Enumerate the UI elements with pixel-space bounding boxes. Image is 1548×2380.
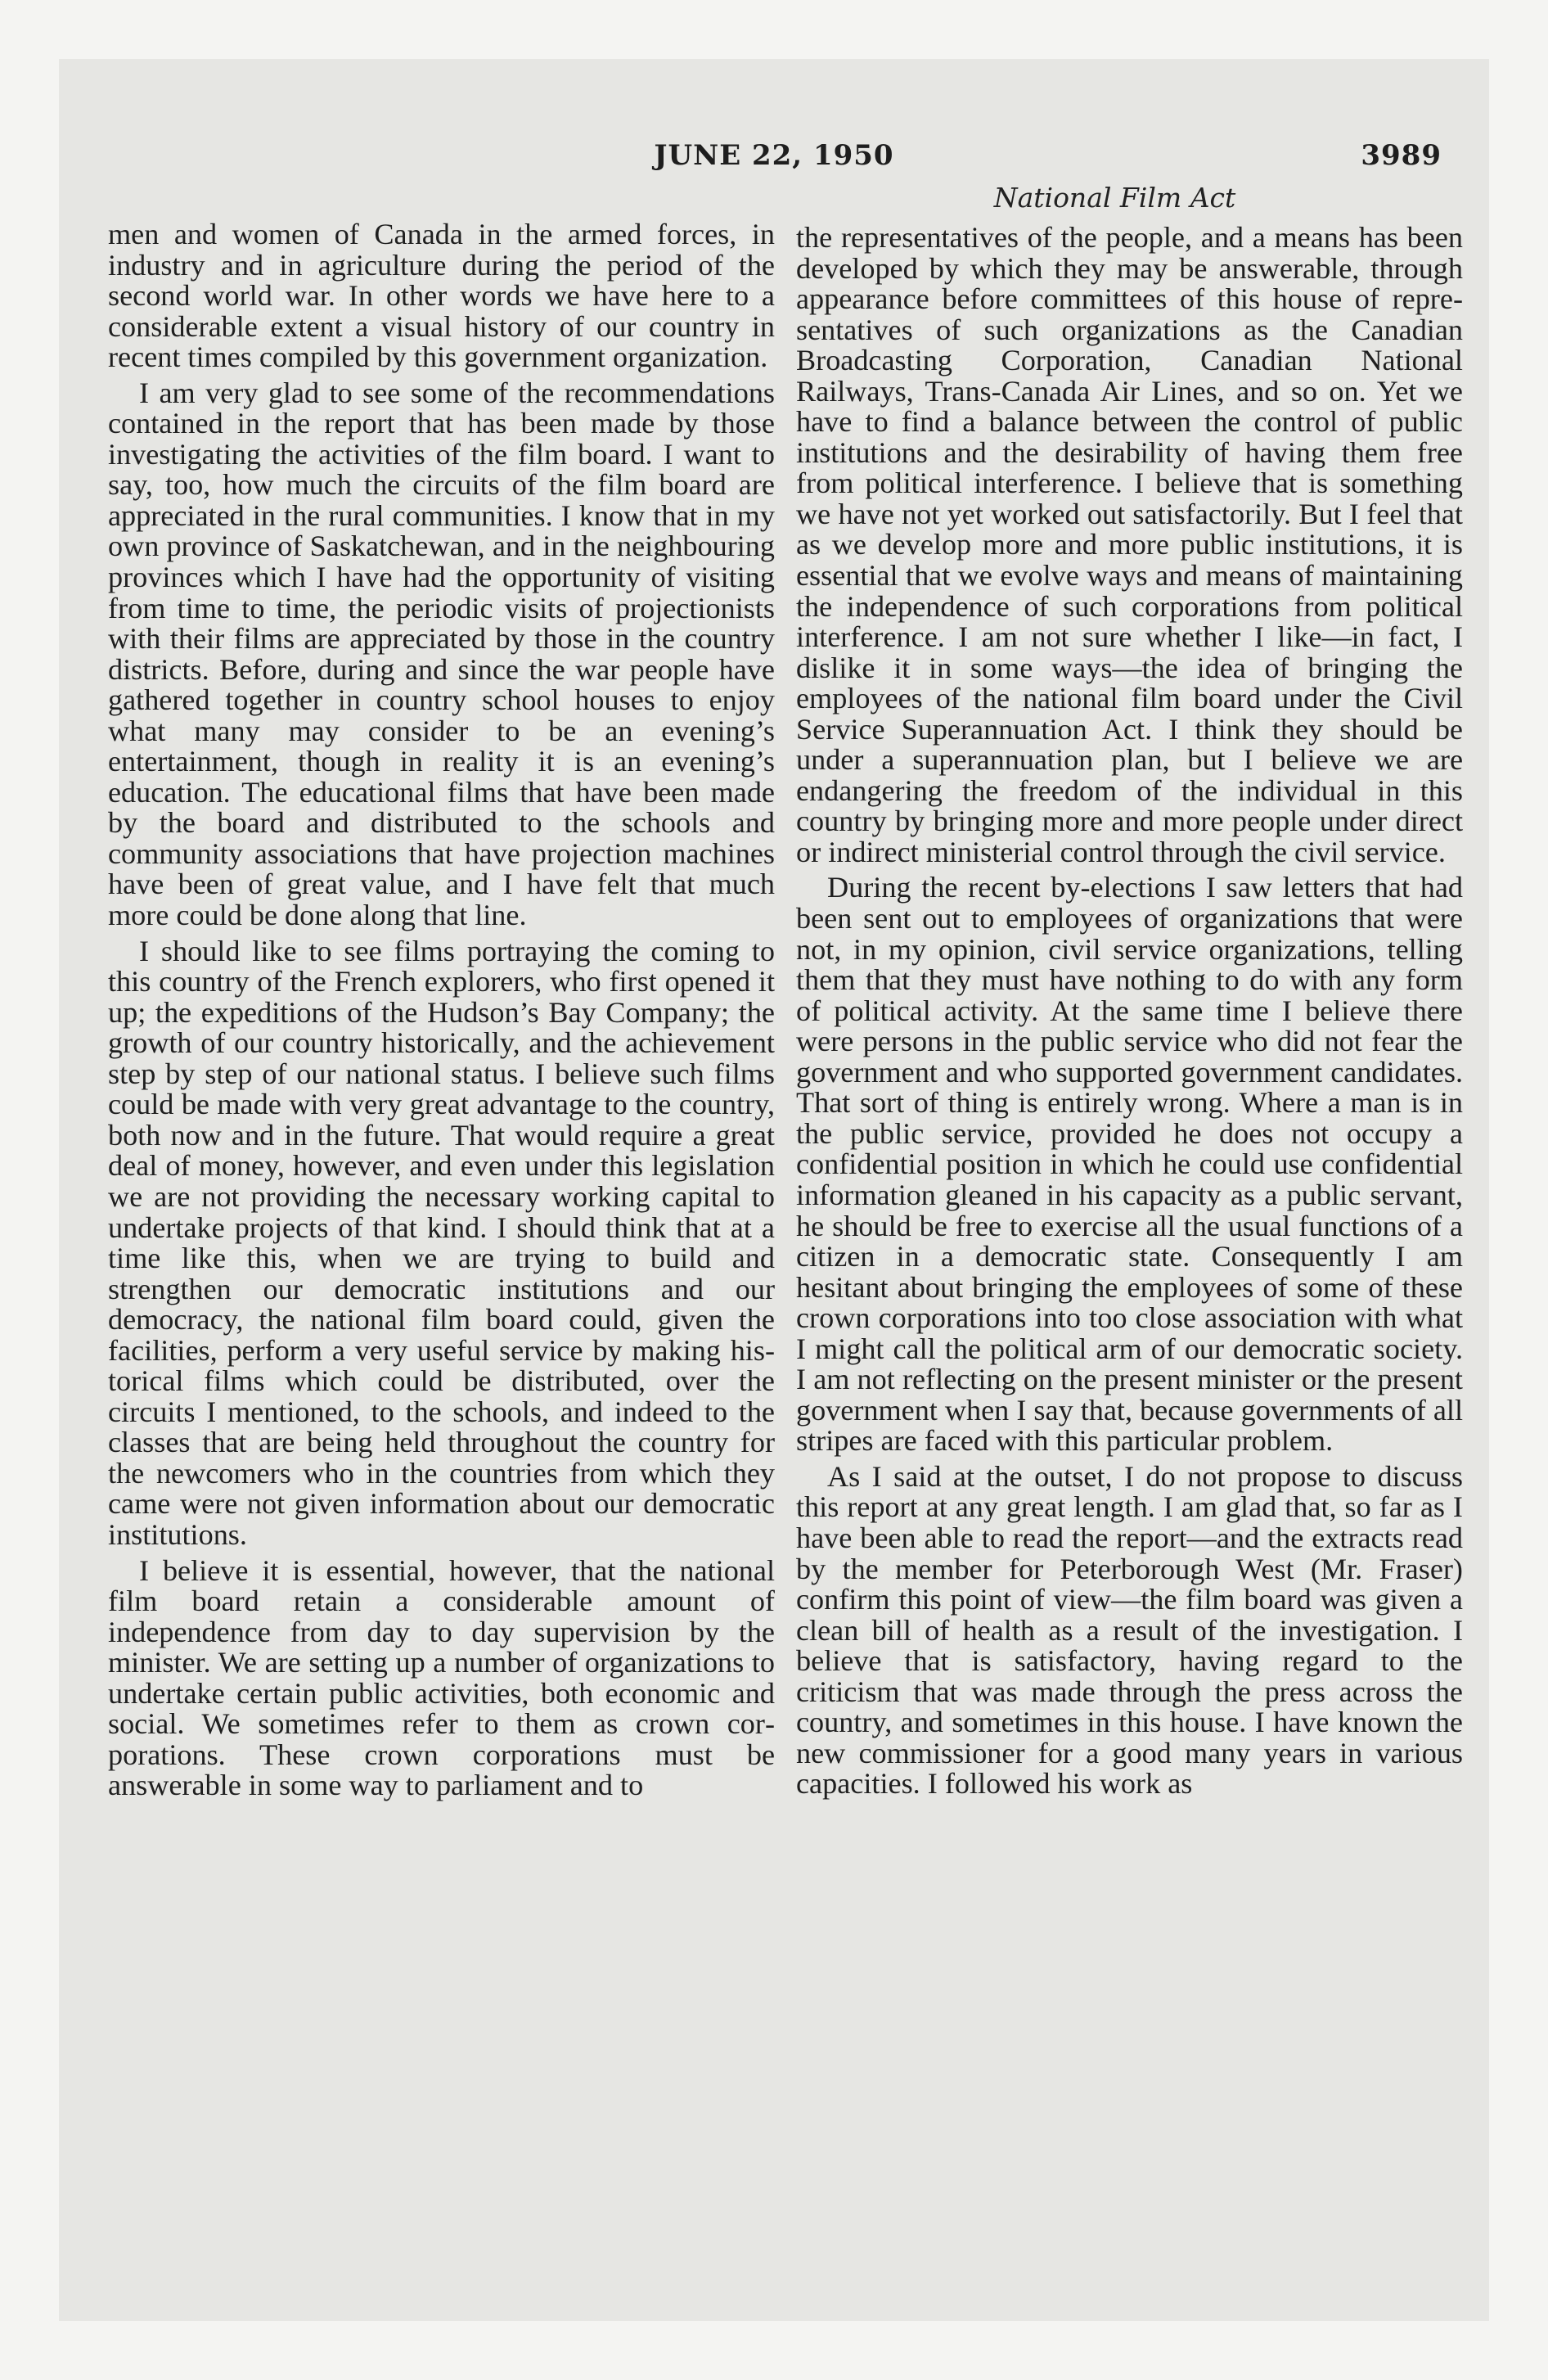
left-column [108,219,775,1806]
page-header [106,139,1442,188]
running-title: National Film Act [993,182,1236,214]
left-paragraph-3: I should like to see films portraying the coming to this country of the French explorers, who first opened it up; the expeditions of the Hudson’s Bay Company; the growth of our country historically, and the achievement step by step of our national status. I believe such films could be made with very great advantage to the country, both now and in the future. That would require a great deal of money, however, and even under this legislation we are not providing the necessary working capital to undertake projects of that kind. I should think that at a time like this, when we are trying to build and strengthen our democratic institutions and our democracy, the national film board could, given the facilities, perform a very useful service by making historical films which could be distributed, over the circuits I mentioned, to the schools, and indeed to the classes that are being held throughout the country for the newcomers who in the countries from which they came were not given information about our democratic institutions. [108,934,775,1551]
right-column [796,223,1463,1805]
left-paragraph-1: men and women of Canada in the armed forces, in industry and in agriculture during the period of the second world war. In other words we have here to a considerable extent a visual history of our country in recent times compiled by this government organization. [108,218,775,374]
left-paragraph-4: I believe it is essential, however, that the national film board retain a considerable amount of independence from day to day supervision by the minister. We are setting up a number of organizations to undertake certain public activities, both economic and social. We sometimes refer to them as crown corporations. These crown corporations must be answerable in some way to parliament and to [108,1553,775,1802]
header-date: JUNE 22, 1950 [654,139,894,172]
right-paragraph-3: As I said at the outset, I do not propose to discuss this report at any great length. I am glad that, so far as I have been able to read the report—and the extracts read by the member for Peterborough West (Mr. Fraser) confirm this point of view—the film board was given a clean bill of health as a result of the investigation. I believe that is satisfactory, having regard to the criticism that was made through the press across the country, and sometimes in this house. I have known the new commissioner for a good many years in various capacities. I followed his work as [796,1459,1463,1801]
left-paragraph-2: I am very glad to see some of the recommendations contained in the report that has been made by those investigating the activities of the film board. I want to say, too, how much the circuits of the film board are appreciated in the rural communities. I know that in my own province of Saskatchewan, and in the neighbouring provinces which I have had the opportunity of visiting from time to time, the periodic visits of projectionists with their films are appreciated by those in the country districts. Before, during and since the war people have gathered together in country school houses to enjoy what many may consider to be an evening’s entertainment, though in reality it is an evening’s education. The educational films that have been made by the board and distributed to the schools and community associations that have projection machines have been of great value, and I have felt that much more could be done along that line. [108,376,775,932]
right-paragraph-1: the representatives of the people, and a means has been developed by which they may be answerable, through appearance before committees of this house of representatives of such organizations as the Canadian Broadcasting Corporation, Canadian National Railways, Trans-Canada Air Lines, and so on. Yet we have to find a balance between the control of public institutions and the desirability of having them free from political interference. I believe that is something we have not yet worked out satisfactorily. But I feel that as we develop more and more public institutions, it is essential that we evolve ways and means of maintaining the independence of such corporations from political interference. I am not sure whether I like—in fact, I dislike it in some ways—the idea of bringing the employees of the national film board under the Civil Service Superannuation Act. I think they should be under a superannuation plan, but I believe we are endangering the freedom of the individual in this country by bringing more and more people under direct or indirect ministerial control through the civil service. [796,221,1463,868]
right-paragraph-2: During the recent by-elections I saw letters that had been sent out to employees of organizations that were not, in my opinion, civil service organizations, telling them that they must have nothing to do with any form of political activity. At the same time I believe there were persons in the public service who did not fear the government and who supported government candidates. That sort of thing is entirely wrong. Where a man is in the public service, provided he does not occupy a confidential position in which he could use confidential information gleaned in his capacity as a public servant, he should be free to exercise all the usual functions of a citizen in a democratic state. Consequently I am hesitant about bringing the employees of some of these crown corporations into too close association with what I might call the political arm of our democratic society. I am not reflecting on the present minister or the present government when I say that, because governments of all stripes are faced with this particular problem. [796,871,1463,1458]
page-number: 3989 [1361,139,1442,172]
